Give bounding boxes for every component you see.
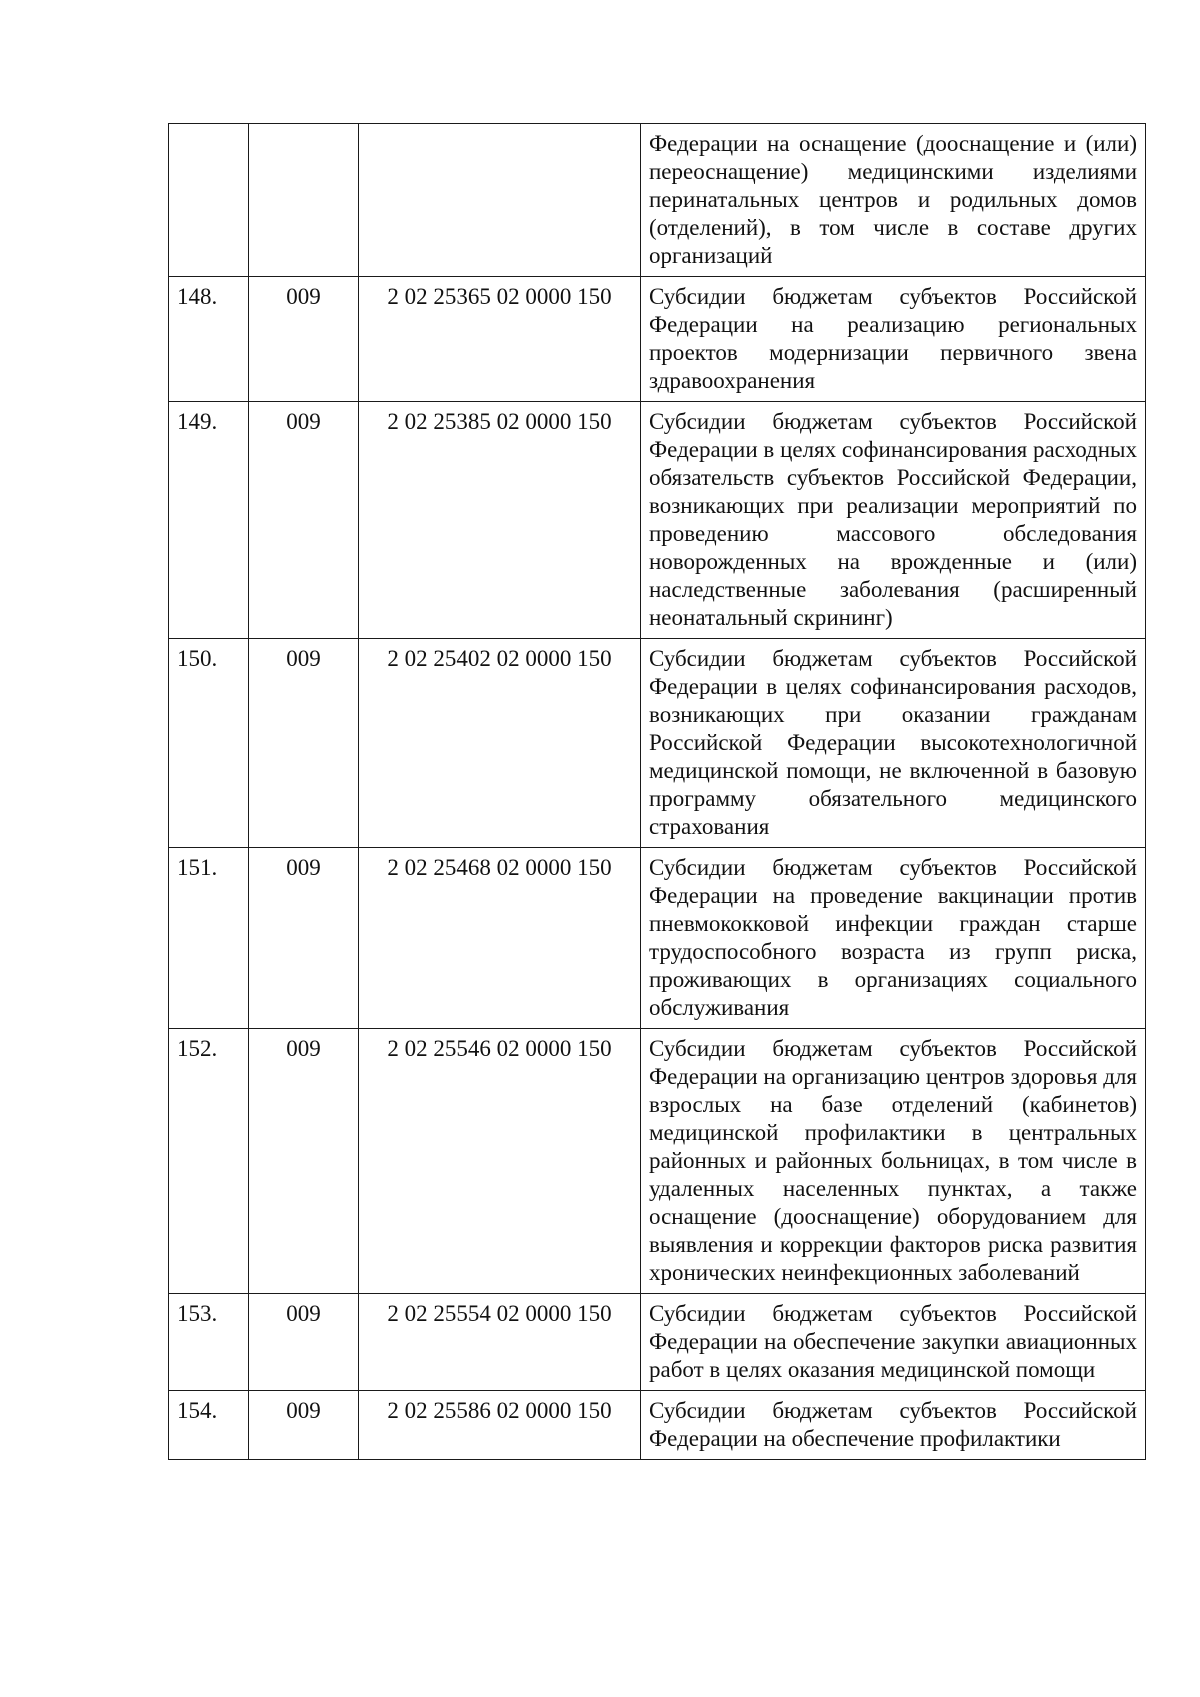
row-number: 151. (169, 848, 249, 1029)
row-number (169, 124, 249, 277)
income-description: Субсидии бюджетам субъектов Российской Федерации на организацию центров здоровья для взрослых на базе отделений (кабинетов) медицинской профилактики в центральных районных и районных больницах, в том числе в удаленных населенных пунктах, а также оснащение (дооснащение) оборудованием для выявления и коррекции факторов риска развития хронических неинфекционных заболеваний (641, 1029, 1146, 1294)
row-number: 149. (169, 402, 249, 639)
row-number: 153. (169, 1294, 249, 1391)
income-description: Субсидии бюджетам субъектов Российской Федерации на реализацию региональных проектов модернизации первичного звена здравоохранения (641, 277, 1146, 402)
budget-classification-code: 2 02 25468 02 0000 150 (359, 848, 641, 1029)
admin-code: 009 (249, 1029, 359, 1294)
table-row (169, 848, 1146, 1029)
budget-classification-code: 2 02 25554 02 0000 150 (359, 1294, 641, 1391)
table-row (169, 1029, 1146, 1294)
income-description: Субсидии бюджетам субъектов Российской Федерации в целях софинансирования расходов, возникающих при оказании гражданам Российской Федерации высокотехнологичной медицинской помощи, не включенной в базовую программу обязательного медицинского страхования (641, 639, 1146, 848)
admin-code: 009 (249, 277, 359, 402)
income-description: Субсидии бюджетам субъектов Российской Федерации на обеспечение закупки авиационных работ в целях оказания медицинской помощи (641, 1294, 1146, 1391)
income-description: Субсидии бюджетам субъектов Российской Федерации на проведение вакцинации против пневмококковой инфекции граждан старше трудоспособного возраста из групп риска, проживающих в организациях социального обслуживания (641, 848, 1146, 1029)
budget-classification-code (359, 124, 641, 277)
admin-code: 009 (249, 1294, 359, 1391)
row-number: 154. (169, 1391, 249, 1460)
budget-classification-code: 2 02 25402 02 0000 150 (359, 639, 641, 848)
admin-code: 009 (249, 1391, 359, 1460)
admin-code: 009 (249, 639, 359, 848)
admin-code: 009 (249, 848, 359, 1029)
row-number: 150. (169, 639, 249, 848)
income-description: Субсидии бюджетам субъектов Российской Федерации в целях софинансирования расходных обязательств субъектов Российской Федерации, возникающих при реализации мероприятий по проведению массового обследования новорожденных на врожденные и (или) наследственные заболевания (расширенный неонатальный скрининг) (641, 402, 1146, 639)
budget-classification-code: 2 02 25365 02 0000 150 (359, 277, 641, 402)
row-number: 148. (169, 277, 249, 402)
budget-code-table (168, 123, 1146, 1460)
income-description: Субсидии бюджетам субъектов Российской Федерации на обеспечение профилактики (641, 1391, 1146, 1460)
income-description: Федерации на оснащение (дооснащение и (или) переоснащение) медицинскими изделиями перинатальных центров и родильных домов (отделений), в том числе в составе других организаций (641, 124, 1146, 277)
admin-code: 009 (249, 402, 359, 639)
table-row (169, 1391, 1146, 1460)
row-number: 152. (169, 1029, 249, 1294)
budget-classification-code: 2 02 25586 02 0000 150 (359, 1391, 641, 1460)
admin-code (249, 124, 359, 277)
table-row (169, 124, 1146, 277)
table-row (169, 639, 1146, 848)
table-row (169, 402, 1146, 639)
budget-classification-code: 2 02 25546 02 0000 150 (359, 1029, 641, 1294)
budget-classification-code: 2 02 25385 02 0000 150 (359, 402, 641, 639)
table-row (169, 277, 1146, 402)
table-row (169, 1294, 1146, 1391)
